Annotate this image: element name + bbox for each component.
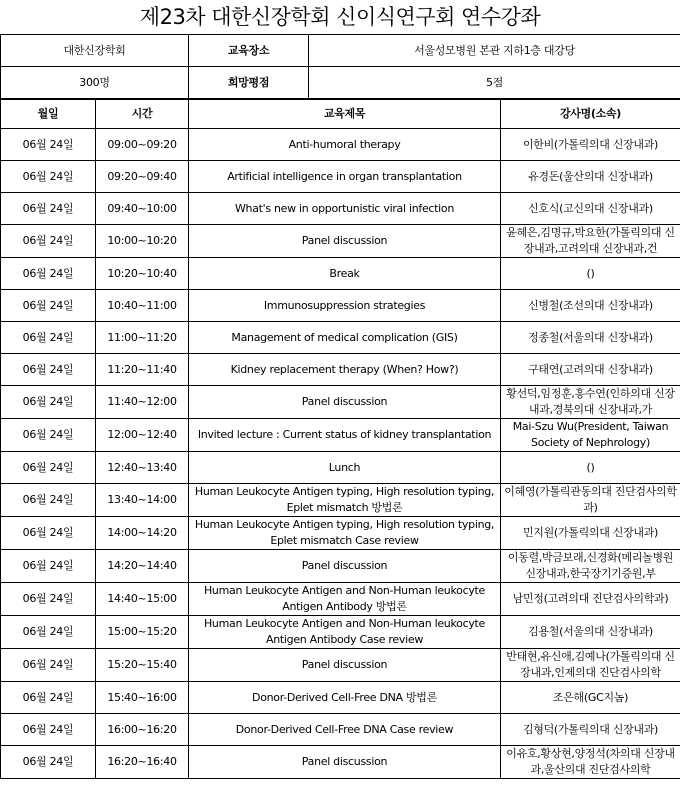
- topic-cell: Anti-humoral therapy: [189, 129, 501, 161]
- column-header-speaker: 강사명(소속): [501, 100, 680, 129]
- topic-cell: Human Leukocyte Antigen and Non-Human leukocyte Antigen Antibody Case review: [189, 616, 501, 649]
- topic-cell: Panel discussion: [189, 746, 501, 779]
- topic-cell: Donor-Derived Cell-Free DNA Case review: [189, 714, 501, 746]
- speaker-cell: 남민정(고려의대 진단검사의학과): [501, 583, 680, 616]
- date-cell: 06월 24일: [1, 225, 96, 258]
- date-cell: 06월 24일: [1, 550, 96, 583]
- time-cell: 11:40~12:00: [96, 386, 189, 419]
- table-row: [1, 616, 680, 649]
- date-cell: 06월 24일: [1, 290, 96, 322]
- date-cell: 06월 24일: [1, 129, 96, 161]
- table-row: [1, 322, 680, 354]
- date-cell: 06월 24일: [1, 484, 96, 517]
- date-cell: 06월 24일: [1, 517, 96, 550]
- time-cell: 09:00~09:20: [96, 129, 189, 161]
- time-cell: 15:20~15:40: [96, 649, 189, 682]
- time-cell: 12:40~13:40: [96, 452, 189, 484]
- date-cell: 06월 24일: [1, 193, 96, 225]
- time-cell: 12:00~12:40: [96, 419, 189, 452]
- topic-cell: Immunosuppression strategies: [189, 290, 501, 322]
- speaker-cell: 정종철(서울의대 신장내과): [501, 322, 680, 354]
- info-table: [0, 34, 680, 99]
- speaker-cell: 민지원(가톨릭의대 신장내과): [501, 517, 680, 550]
- time-cell: 10:40~11:00: [96, 290, 189, 322]
- topic-cell: Donor-Derived Cell-Free DNA 방법론: [189, 682, 501, 714]
- topic-cell: Break: [189, 258, 501, 290]
- topic-cell: Panel discussion: [189, 649, 501, 682]
- speaker-cell: 신병철(조선의대 신장내과): [501, 290, 680, 322]
- date-cell: 06월 24일: [1, 322, 96, 354]
- table-row: [1, 419, 680, 452]
- organizer-cell: 대한신장학회: [1, 35, 189, 67]
- speaker-cell: (): [501, 258, 680, 290]
- speaker-cell: 유경돈(울산의대 신장내과): [501, 161, 680, 193]
- schedule-header-row: [1, 100, 680, 129]
- topic-cell: Panel discussion: [189, 225, 501, 258]
- info-row-points: [1, 67, 680, 99]
- speaker-cell: 김형덕(가톨릭의대 신장내과): [501, 714, 680, 746]
- date-cell: 06월 24일: [1, 258, 96, 290]
- topic-cell: Management of medical complication (GIS): [189, 322, 501, 354]
- speaker-cell: 반태현,유신애,김예나(가톨릭의대 신장내과,인제의대 진단검사의학: [501, 649, 680, 682]
- time-cell: 11:20~11:40: [96, 354, 189, 386]
- topic-cell: Panel discussion: [189, 550, 501, 583]
- time-cell: 14:00~14:20: [96, 517, 189, 550]
- document-title: 제23차 대한신장학회 신이식연구회 연수강좌: [139, 5, 541, 29]
- date-cell: 06월 24일: [1, 649, 96, 682]
- location-label: 교육장소: [189, 35, 309, 67]
- column-header-time: 시간: [96, 100, 189, 129]
- table-row: [1, 129, 680, 161]
- date-cell: 06월 24일: [1, 354, 96, 386]
- date-cell: 06월 24일: [1, 452, 96, 484]
- topic-cell: What's new in opportunistic viral infection: [189, 193, 501, 225]
- table-row: [1, 517, 680, 550]
- schedule-table: [0, 99, 680, 779]
- table-row: [1, 386, 680, 419]
- table-row: [1, 484, 680, 517]
- column-header-date: 월일: [1, 100, 96, 129]
- table-row: [1, 193, 680, 225]
- time-cell: 16:20~16:40: [96, 746, 189, 779]
- date-cell: 06월 24일: [1, 714, 96, 746]
- time-cell: 15:40~16:00: [96, 682, 189, 714]
- table-row: [1, 746, 680, 779]
- points-value: 5점: [309, 67, 680, 99]
- points-label: 희망평점: [189, 67, 309, 99]
- table-row: [1, 225, 680, 258]
- date-cell: 06월 24일: [1, 419, 96, 452]
- time-cell: 10:00~10:20: [96, 225, 189, 258]
- topic-cell: Human Leukocyte Antigen typing, High resolution typing, Eplet mismatch 방법론: [189, 484, 501, 517]
- speaker-cell: 조은해(GC지놈): [501, 682, 680, 714]
- table-row: [1, 452, 680, 484]
- info-row-location: [1, 35, 680, 67]
- table-row: [1, 649, 680, 682]
- time-cell: 09:40~10:00: [96, 193, 189, 225]
- table-row: [1, 354, 680, 386]
- time-cell: 16:00~16:20: [96, 714, 189, 746]
- location-value: 서울성모병원 본관 지하1층 대강당: [309, 35, 680, 67]
- speaker-cell: 이한비(가톨릭의대 신장내과): [501, 129, 680, 161]
- speaker-cell: 이유호,황상현,양정석(차의대 신장내과,울산의대 진단검사의학: [501, 746, 680, 779]
- time-cell: 10:20~10:40: [96, 258, 189, 290]
- time-cell: 09:20~09:40: [96, 161, 189, 193]
- table-row: [1, 682, 680, 714]
- date-cell: 06월 24일: [1, 616, 96, 649]
- date-cell: 06월 24일: [1, 583, 96, 616]
- topic-cell: Human Leukocyte Antigen typing, High resolution typing, Eplet mismatch Case review: [189, 517, 501, 550]
- speaker-cell: 김용철(서울의대 신장내과): [501, 616, 680, 649]
- date-cell: 06월 24일: [1, 161, 96, 193]
- time-cell: 14:20~14:40: [96, 550, 189, 583]
- capacity-cell: 300명: [1, 67, 189, 99]
- schedule-body: [1, 129, 680, 779]
- table-row: [1, 290, 680, 322]
- table-row: [1, 550, 680, 583]
- time-cell: 13:40~14:00: [96, 484, 189, 517]
- date-cell: 06월 24일: [1, 746, 96, 779]
- table-row: [1, 258, 680, 290]
- table-row: [1, 714, 680, 746]
- speaker-cell: 윤혜은,김명규,박요한(가톨릭의대 신장내과,고려의대 신장내과,건: [501, 225, 680, 258]
- speaker-cell: 이혜영(가톨릭관동의대 진단검사의학과): [501, 484, 680, 517]
- speaker-cell: 구태연(고려의대 신장내과): [501, 354, 680, 386]
- speaker-cell: 이동렬,박금보래,신경화(메리놀병원 신장내과,한국장기기증원,부: [501, 550, 680, 583]
- topic-cell: Lunch: [189, 452, 501, 484]
- topic-cell: Artificial intelligence in organ transplantation: [189, 161, 501, 193]
- time-cell: 14:40~15:00: [96, 583, 189, 616]
- speaker-cell: Mai-Szu Wu(President, Taiwan Society of Nephrology): [501, 419, 680, 452]
- topic-cell: Kidney replacement therapy (When? How?): [189, 354, 501, 386]
- time-cell: 15:00~15:20: [96, 616, 189, 649]
- table-row: [1, 161, 680, 193]
- topic-cell: Invited lecture : Current status of kidney transplantation: [189, 419, 501, 452]
- speaker-cell: 황선덕,임정훈,홍수연(인하의대 신장내과,경북의대 신장내과,가: [501, 386, 680, 419]
- topic-cell: Human Leukocyte Antigen and Non-Human leukocyte Antigen Antibody 방법론: [189, 583, 501, 616]
- speaker-cell: (): [501, 452, 680, 484]
- date-cell: 06월 24일: [1, 682, 96, 714]
- time-cell: 11:00~11:20: [96, 322, 189, 354]
- date-cell: 06월 24일: [1, 386, 96, 419]
- column-header-topic: 교육제목: [189, 100, 501, 129]
- table-row: [1, 583, 680, 616]
- topic-cell: Panel discussion: [189, 386, 501, 419]
- speaker-cell: 신호식(고신의대 신장내과): [501, 193, 680, 225]
